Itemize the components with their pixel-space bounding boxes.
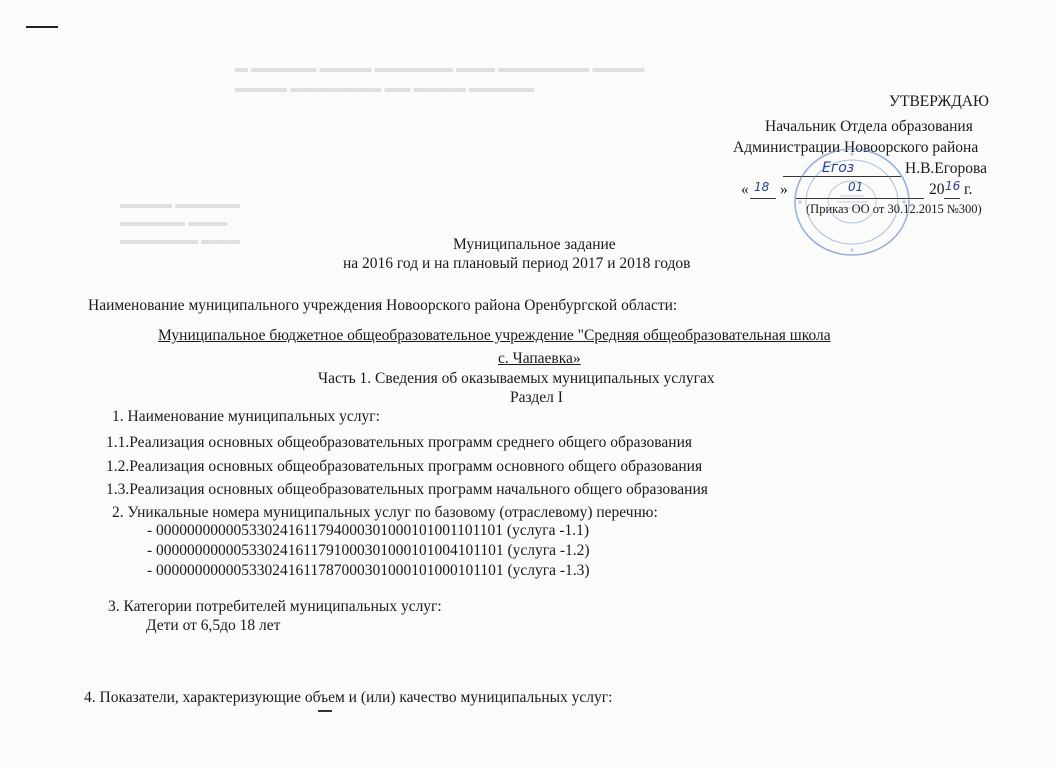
date-day: 18 (754, 180, 770, 194)
order-reference: (Приказ ОО от 30.12.2015 №300) (806, 202, 982, 216)
consumers-heading: 3. Категории потребителей муниципальных услуг: (108, 598, 442, 615)
date-year-suffix: 16 (945, 179, 961, 193)
document-period: на 2016 год и на плановый период 2017 и 2018 годов (343, 255, 691, 272)
bleed-through-text: ▬ ▬▬▬▬▬ ▬▬▬▬ ▬▬▬▬▬▬ ▬▬▬ ▬▬▬▬▬▬▬ ▬▬▬▬ (235, 60, 645, 75)
document-title: Муниципальное задание (453, 236, 616, 253)
bleed-through-text: ▬▬▬▬▬▬ ▬▬▬ (120, 232, 241, 247)
round-seal-stamp (792, 146, 912, 258)
service-item: 1.1.Реализация основных общеобразовательных программ среднего общего образования (106, 434, 693, 451)
bleed-through-text: ▬▬▬▬▬ ▬▬▬ (120, 214, 228, 229)
service-item: 1.2.Реализация основных общеобразовательных программ основного общего образования (106, 458, 703, 475)
institution-name-line2: с. Чапаевка» (498, 350, 581, 367)
approver-position-line2: Администрации Новоорского района (733, 139, 979, 156)
date-close-quote: » (780, 181, 788, 198)
date-year-unit: г. (964, 181, 973, 198)
date-year-prefix: 20 (929, 181, 945, 198)
date-day-line (750, 198, 776, 199)
bleed-through-text: ▬▬▬▬ ▬▬▬▬▬ (120, 196, 241, 211)
service-item: 1.3.Реализация основных общеобразовательных программ начального общего образования (106, 481, 708, 498)
services-heading: 1. Наименование муниципальных услуг: (112, 408, 380, 425)
unique-number-item: - 000000000005330241611787000301000101000101101 (услуга -1.3) (147, 562, 590, 579)
scan-mark (26, 26, 58, 28)
institution-name-line1: Муниципальное бюджетное общеобразовательное учреждение "Средняя общеобразовательная школа (158, 327, 831, 344)
pen-mark (318, 710, 332, 712)
unique-number-item: - 000000000005330241611791000301000101004101101 (услуга -1.2) (147, 542, 590, 559)
approve-heading: УТВЕРЖДАЮ (889, 93, 989, 110)
date-month: 01 (848, 180, 864, 194)
indicators-heading: 4. Показатели, характеризующие объем и (или) качество муниципальных услуг: (84, 689, 613, 706)
unique-number-item: - 000000000005330241611794000301000101001101101 (услуга -1.1) (147, 522, 590, 539)
consumers-value: Дети от 6,5до 18 лет (146, 617, 281, 634)
section-heading: Раздел I (510, 389, 563, 406)
unique-numbers-heading: 2. Уникальные номера муниципальных услуг по базовому (отраслевому) перечню: (112, 504, 658, 521)
part-heading: Часть 1. Сведения об оказываемых муниципальных услугах (318, 370, 715, 387)
approver-position-line1: Начальник Отдела образования (765, 118, 973, 135)
date-open-quote: « (741, 181, 749, 198)
signer-name: Н.В.Егорова (905, 160, 987, 177)
institution-label: Наименование муниципального учреждения Новоорского района Оренбургской области: (88, 297, 678, 314)
date-year-line (944, 198, 960, 199)
handwritten-signature: Егоз (822, 160, 855, 176)
bleed-through-text: ▬▬▬▬ ▬▬▬▬▬▬▬ ▬▬ ▬▬▬▬ ▬▬▬▬▬ (235, 80, 534, 95)
